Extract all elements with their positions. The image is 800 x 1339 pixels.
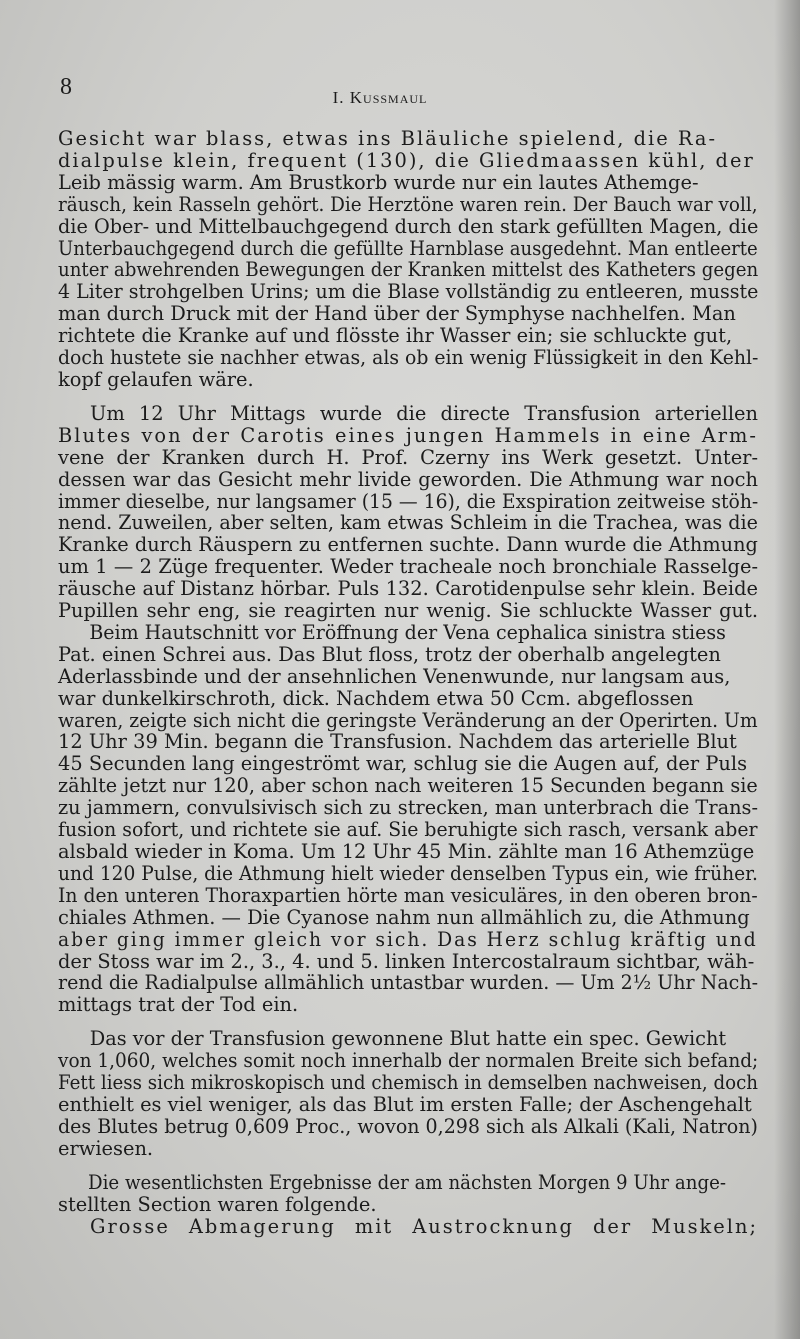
running-head-text: I. Kussmaul [332,88,428,107]
paragraph-6 [58,1216,758,1238]
paragraph-5 [58,1172,758,1216]
text-line: Beim Hautschnitt vor Eröffnung der Vena cephalica sinistra stiess [89,620,726,644]
text-line: richtete die Kranke auf und flösste ihr Wasser ein; sie schluckte gut, [58,324,733,348]
paragraph-2 [58,403,758,622]
text-line: Fett liess sich mikroskopisch und chemisch in demselben nachweisen, doch [58,1071,759,1095]
running-head [0,88,760,108]
text-line: Die wesentlichsten Ergebnisse der am nächsten Morgen 9 Uhr ange- [88,1170,727,1194]
text-line: nend. Zuweilen, aber selten, kam etwas Schleim in die Trachea, was die [58,511,758,535]
text-line: um 1 — 2 Züge frequenter. Weder tracheale noch bronchiale Rasselge- [58,555,758,579]
text-line: von 1,060, welches somit noch innerhalb der normalen Breite sich befand; [58,1049,759,1073]
text-line: stellten Section waren folgende. [58,1192,377,1216]
text-line: zählte jetzt nur 120, aber schon nach weiteren 15 Secunden begann sie [58,774,758,798]
paragraph-4 [58,1028,758,1159]
text-line: man durch Druck mit der Hand über der Symphyse nachhelfen. Man [58,302,736,326]
text-line: Unterbauchgegend durch die gefüllte Harnblase ausgedehnt. Man entleerte [58,236,758,260]
text-line: war dunkelkirschroth, dick. Nachdem etwa 50 Ccm. abgeflossen [58,686,694,710]
text-line: chiales Athmen. — Die Cyanose nahm nun allmählich zu, die Athmung [58,905,750,929]
text-line: Pupillen sehr eng, sie reagirten nur wenig. Sie schluckte Wasser gut. [58,599,758,623]
text-line: des Blutes betrug 0,609 Proc., wovon 0,298 sich als Alkali (Kali, Natron) [58,1114,758,1138]
text-line: Pat. einen Schrei aus. Das Blut floss, trotz der oberhalb angelegten [58,642,721,666]
paragraph-1 [58,128,758,391]
text-line: vene der Kranken durch H. Prof. Czerny ins Werk gesetzt. Unter- [58,445,758,469]
text-line: 4 Liter strohgelben Urins; um die Blase vollständig zu entleeren, musste [58,280,759,304]
text-line: In den unteren Thoraxpartien hörte man vesiculäres, in den oberen bron- [58,883,758,907]
text-line: rend die Radialpulse allmählich untastbar wurden. — Um 2½ Uhr Nach- [58,971,759,995]
text-line: waren, zeigte sich nicht die geringste Veränderung an der Operirten. Um [58,708,758,732]
text-line: Blutes von der Carotis eines jungen Hammels in eine Arm- [58,423,758,447]
text-line: fusion sofort, und richtete sie auf. Sie beruhigte sich rasch, versank aber [58,818,758,842]
text-line: Kranke durch Räuspern zu entfernen suchte. Dann wurde die Athmung [58,533,758,557]
text-line: enthielt es viel weniger, als das Blut im ersten Falle; der Aschengehalt [58,1092,752,1116]
text-line: dialpulse klein, frequent (130), die Gliedmaassen kühl, der [58,148,755,172]
text-line: mittags trat der Tod ein. [58,993,299,1017]
text-line: die Ober- und Mittelbauchgegend durch den stark gefüllten Magen, die [58,214,759,238]
text-line: 12 Uhr 39 Min. begann die Transfusion. Nachdem das arterielle Blut [58,730,737,754]
text-line: Um 12 Uhr Mittags wurde die directe Transfusion arteriellen [90,401,758,425]
text-line: Das vor der Transfusion gewonnene Blut hatte ein spec. Gewicht [89,1027,727,1051]
text-line: zu jammern, convulsivisch sich zu strecken, man unterbrach die Trans- [58,796,759,820]
text-line: dessen war das Gesicht mehr livide geworden. Die Athmung war noch [58,467,758,491]
page-number: 8 [60,74,72,100]
text-line: räusch, kein Rasseln gehört. Die Herztöne waren rein. Der Bauch war voll, [58,192,758,216]
text-line: räusche auf Distanz hörbar. Puls 132. Carotidenpulse sehr klein. Beide [58,577,758,601]
page-edge-shadow [774,0,800,1339]
text-line: der Stoss war im 2., 3., 4. und 5. linken Intercostalraum sichtbar, wäh- [58,949,755,973]
text-line: Gesicht war blass, etwas ins Bläuliche spielend, die Ra- [58,127,718,150]
text-line: Grosse Abmagerung mit Austrocknung der Muskeln; [90,1214,758,1238]
text-line: alsbald wieder in Koma. Um 12 Uhr 45 Min. zählte man 16 Athemzüge [58,840,755,863]
text-line: und 120 Pulse, die Athmung hielt wieder denselben Typus ein, wie früher. [58,861,758,885]
text-line: erwiesen. [58,1136,154,1160]
text-line: Leib mässig warm. Am Brustkorb wurde nur ein lautes Athemge- [58,170,699,194]
text-line: doch hustete sie nachher etwas, als ob ein wenig Flüssigkeit in den Kehl- [58,346,759,370]
text-line: aber ging immer gleich vor sich. Das Herz schlug kräftig und [58,927,758,951]
text-line: unter abwehrenden Bewegungen der Kranken mittelst des Katheters gegen [58,258,759,282]
text-line: Aderlassbinde und der ansehnlichen Venenwunde, nur langsam aus, [58,664,731,688]
paragraph-3 [58,622,758,1016]
text-line: 45 Secunden lang eingeströmt war, schlug sie die Augen auf, der Puls [58,752,748,776]
text-line: kopf gelaufen wäre. [58,367,254,391]
page-body [58,128,758,1237]
text-line: immer dieselbe, nur langsamer (15 — 16), die Exspiration zeitweise stöh- [58,489,759,513]
